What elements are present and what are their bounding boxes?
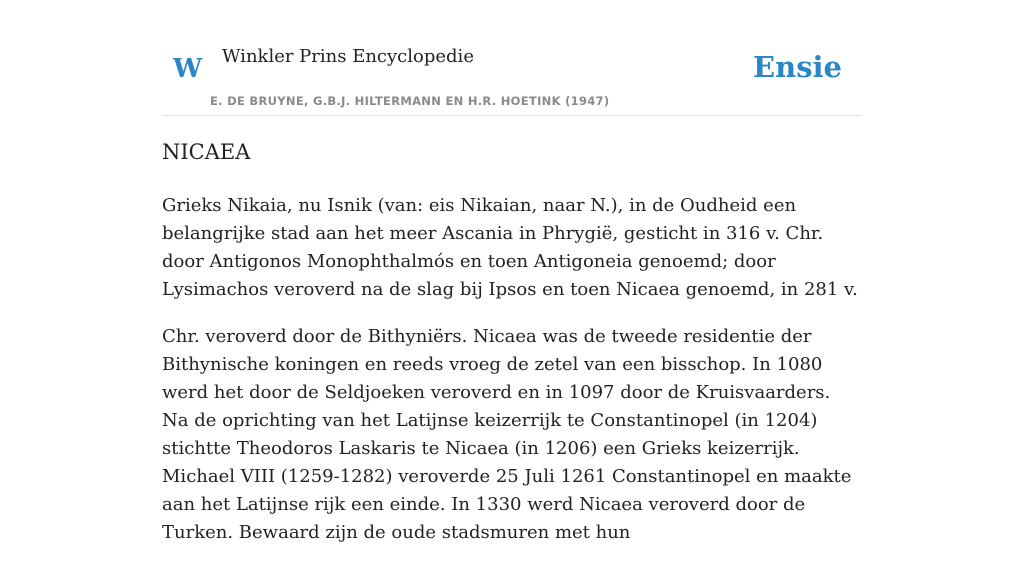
ensie-logo[interactable]: Ensie (753, 50, 842, 84)
source-authors: E. DE BRUYNE, G.B.J. HILTERMANN EN H.R. HOETINK (1947) (210, 94, 610, 108)
article-paragraph: Grieks Nikaia, nu Isnik (van: eis Nikaian, naar N.), in de Oudheid een belangrijke stad aan het meer Ascania in Phrygië, gesticht in 316 v. Chr. door Antigonos Monophthalmós en toen Antigoneia genoemd; door Lysimachos veroverd na de slag bij Ipsos en toen Nicaea genoemd, in 281 v. (162, 195, 858, 300)
article-paragraph: Chr. veroverd door de Bithyniërs. Nicaea was de tweede residentie der Bithynische koningen en reeds vroeg de zetel van een bisschop. In 1080 werd het door de Seldjoeken veroverd en in 1097 door de Kruisvaarders. Na de oprichting van het Latijnse keizerrijk te Constantinopel (in 1204) stichtte Theodoros Laskaris te Nicaea (in 1206) een Grieks keizerrijk. Michael VIII (1259-1282) veroverde 25 Juli 1261 Constantinopel en maakte aan het Latijnse rijk een einde. In 1330 werd Nicaea veroverd door de Turken. Bewaard zijn de oude stadsmuren met hun (162, 326, 852, 543)
winkler-prins-logo[interactable]: W (173, 54, 203, 84)
source-title[interactable]: Winkler Prins Encyclopedie (222, 46, 474, 67)
source-header (162, 40, 862, 116)
article-body (162, 192, 862, 566)
article-title: NICAEA (162, 140, 251, 164)
